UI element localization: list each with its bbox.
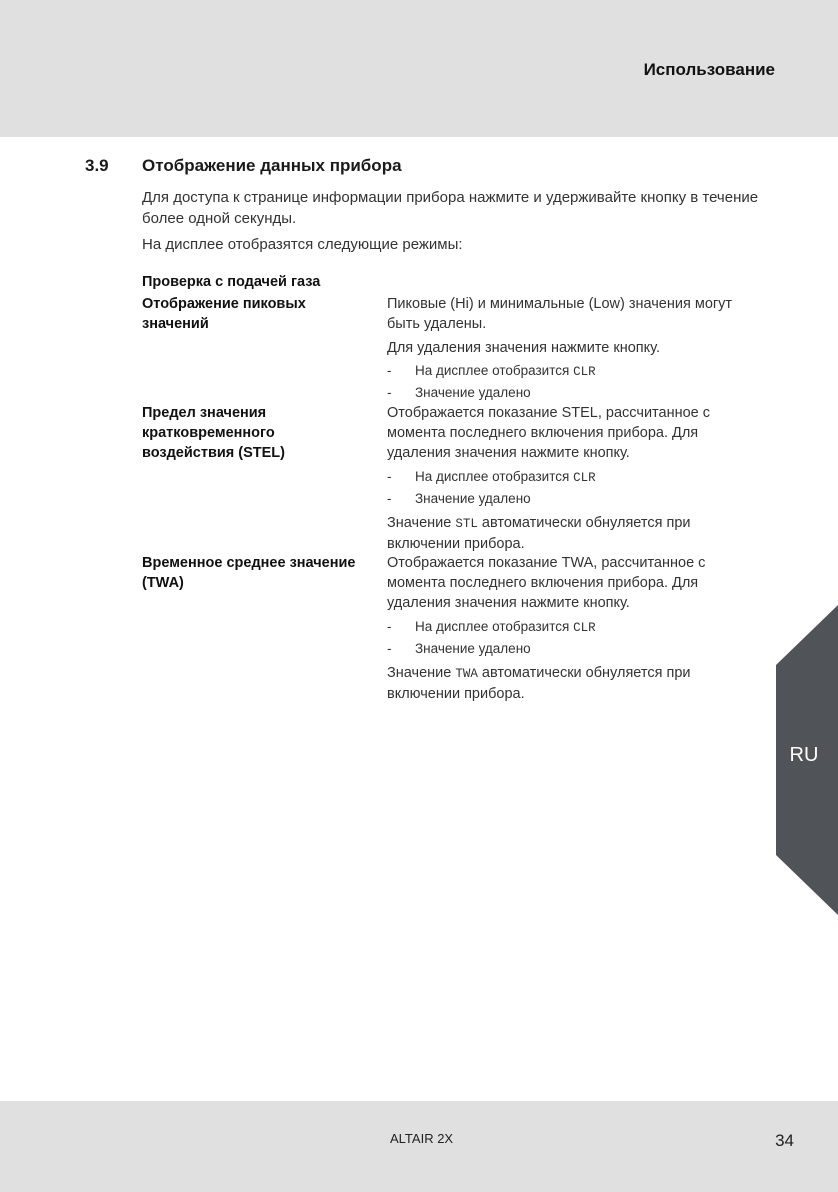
bullet-dash: - xyxy=(387,619,392,634)
note-line xyxy=(387,513,777,534)
section-number: 3.9 xyxy=(85,156,109,175)
display-code: CLR xyxy=(573,365,596,379)
term-line: значений xyxy=(142,316,209,332)
language-tab-label: RU xyxy=(789,744,819,766)
page-header xyxy=(0,0,838,137)
term-line: Временное среднее значение xyxy=(142,555,356,571)
section-title: Отображение данных прибора xyxy=(142,156,402,175)
desc-stel xyxy=(387,403,777,463)
note-line xyxy=(387,663,777,684)
desc-line: Отображается показание STEL, рассчитанное с xyxy=(387,405,711,421)
desc-line: Пиковые (Hi) и минимальные (Low) значения могут xyxy=(387,296,733,312)
bullet-display-clr xyxy=(387,617,596,638)
desc-line: Отображается показание TWA, рассчитанное с xyxy=(387,555,706,571)
footer-product-name: ALTAIR 2X xyxy=(390,1131,454,1146)
bullet-value-cleared xyxy=(387,383,531,403)
term-stel xyxy=(142,403,285,463)
term-line: Отображение пиковых xyxy=(142,296,306,312)
note-text: автоматически обнуляется при xyxy=(477,665,691,681)
note-text: автоматически обнуляется при xyxy=(477,515,691,531)
bullet-dash: - xyxy=(387,469,392,484)
desc-line: момента последнего включения прибора. Для xyxy=(387,425,699,441)
term-line: (TWA) xyxy=(142,575,184,591)
bullet-value-cleared xyxy=(387,639,531,659)
desc-peak-values xyxy=(387,294,777,334)
bullet-dash: - xyxy=(387,491,392,506)
bullet-value-cleared xyxy=(387,489,531,509)
bullet-display-clr xyxy=(387,361,596,382)
desc-peak-action: Для удаления значения нажмите кнопку. xyxy=(387,340,660,356)
term-line: кратковременного xyxy=(142,425,275,441)
desc-twa xyxy=(387,553,777,613)
note-twa-reset xyxy=(387,663,777,704)
bullet-text: На дисплее отобразится xyxy=(415,363,574,378)
display-code: CLR xyxy=(573,471,596,485)
bullet-text: На дисплее отобразится xyxy=(415,469,574,484)
bullet-text: Значение удалено xyxy=(415,385,531,400)
desc-line: момента последнего включения прибора. Для xyxy=(387,575,699,591)
modes-intro-paragraph: На дисплее отобразятся следующие режимы: xyxy=(142,236,463,253)
bullet-text: Значение удалено xyxy=(415,491,531,506)
desc-line: быть удалены. xyxy=(387,316,487,332)
display-code: STL xyxy=(455,517,478,531)
page-footer xyxy=(0,1101,838,1192)
header-title: Использование xyxy=(643,60,775,79)
subheading-bump-test: Проверка с подачей газа xyxy=(142,274,321,290)
page-number: 34 xyxy=(775,1131,794,1150)
bullet-dash: - xyxy=(387,363,392,378)
bullet-display-clr xyxy=(387,467,596,488)
note-text: Значение xyxy=(387,665,456,681)
desc-line: удаления значения нажмите кнопку. xyxy=(387,595,630,611)
bullet-text: На дисплее отобразится xyxy=(415,619,574,634)
display-code: TWA xyxy=(455,667,478,681)
note-line: включении прибора. xyxy=(387,686,525,702)
term-line: воздействия (STEL) xyxy=(142,445,285,461)
note-line: включении прибора. xyxy=(387,536,525,552)
bullet-text: Значение удалено xyxy=(415,641,531,656)
term-line: Предел значения xyxy=(142,405,267,421)
display-code: CLR xyxy=(573,621,596,635)
note-text: Значение xyxy=(387,515,456,531)
bullet-dash: - xyxy=(387,641,392,656)
term-twa xyxy=(142,553,355,593)
intro-paragraph: Для доступа к странице информации прибора нажмите и удерживайте кнопку в течение более одной секунды. xyxy=(142,189,759,227)
desc-line: удаления значения нажмите кнопку. xyxy=(387,445,630,461)
note-stel-reset xyxy=(387,513,777,554)
term-peak-values xyxy=(142,294,306,334)
bullet-dash: - xyxy=(387,385,392,400)
